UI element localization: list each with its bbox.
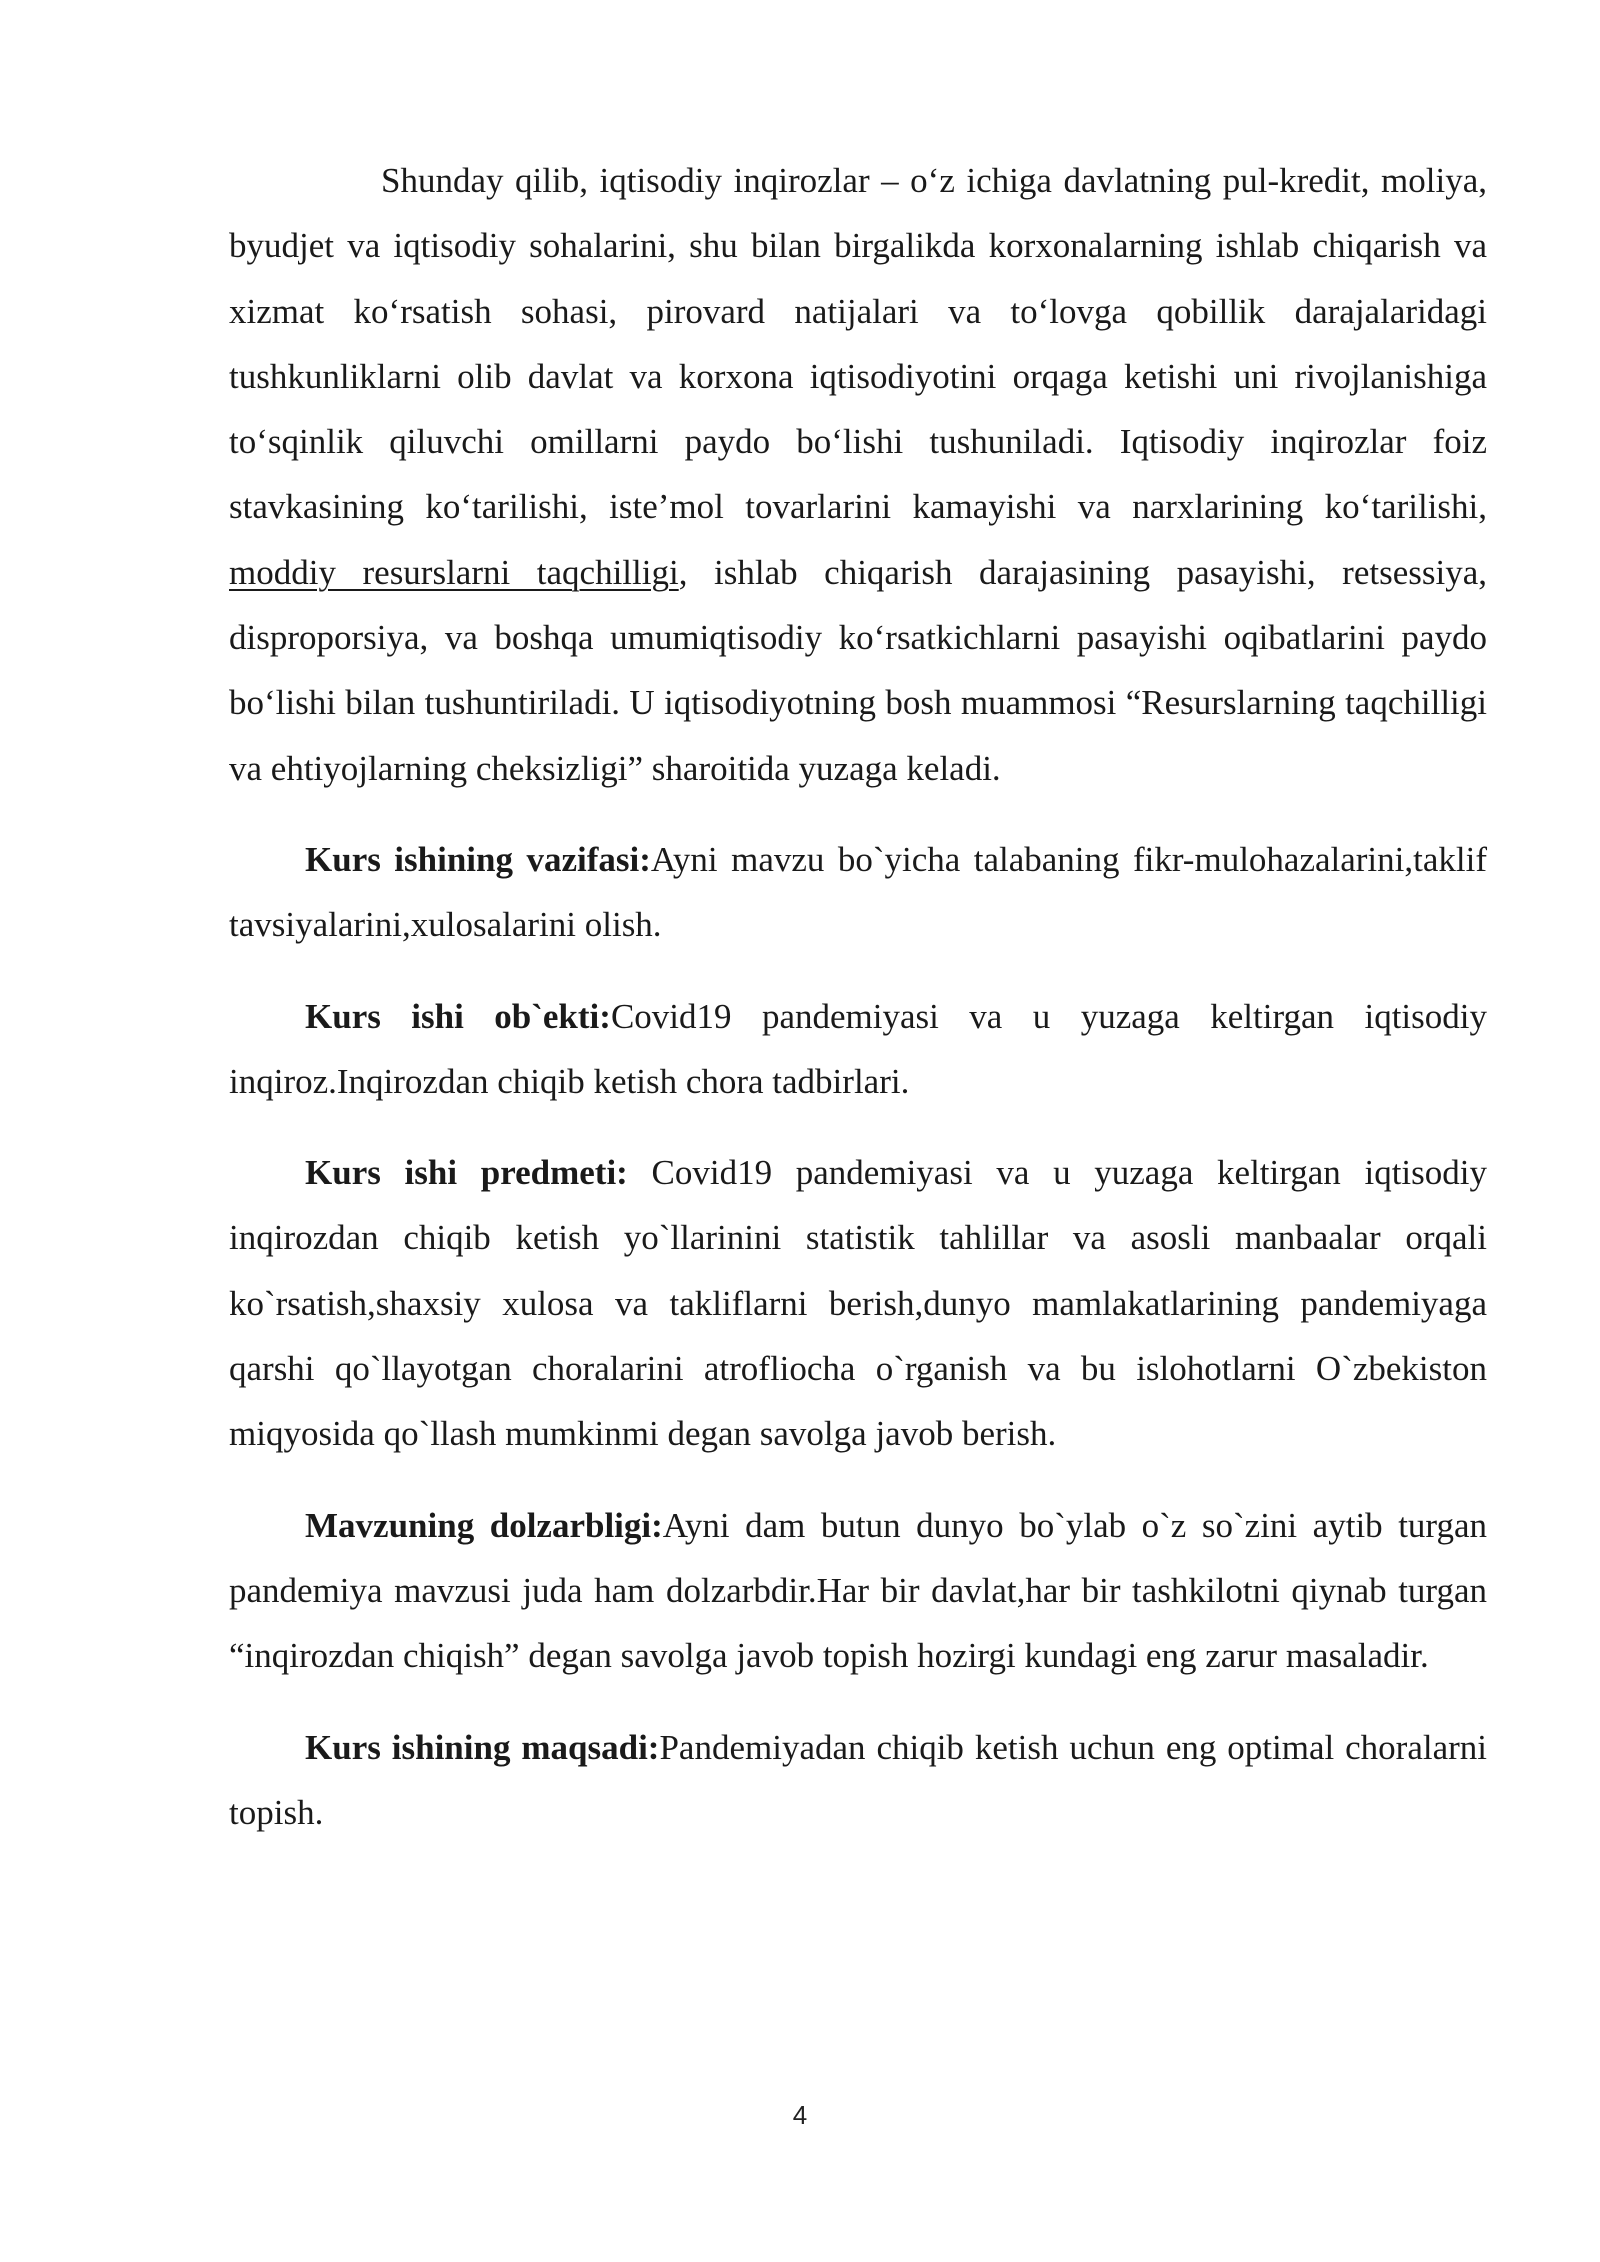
section-text: Ayni mavzu bo`yicha talabaning fikr-mulohazalarini,taklif tavsiyalarini,xulosalarini olish. xyxy=(229,839,1487,945)
section-label: Mavzuning dolzarbligi: xyxy=(305,1505,663,1545)
intro-text-end: , ishlab chiqarish darajasining pasayishi, retsessiya, disproporsiya, va boshqa umumiqtisodiy ko‘rsatkichlarni pasayishi oqibatlarini paydo bo‘lishi bilan tushuntiriladi. U iqtisodiyotning bosh muammosi “Resurslarning taqchilligi va ehtiyojlarning cheksizligi” sharoitida yuzaga keladi. xyxy=(229,552,1487,788)
section-vazifasi xyxy=(229,827,1487,958)
section-label: Kurs ishining vazifasi: xyxy=(305,839,651,879)
underlined-phrase: moddiy resurslarni taqchilligi xyxy=(229,552,679,592)
section-text: Ayni dam butun dunyo bo`ylab o`z so`zini aytib turgan pandemiya mavzusi juda ham dolzarbdir.Har bir davlat,har bir tashkilotni qiynab turgan “inqirozdan chiqish” degan savolga javob topish hozirgi kundagi eng zarur masaladir. xyxy=(229,1505,1487,1676)
section-dolzarbligi xyxy=(229,1493,1487,1689)
section-predmeti xyxy=(229,1140,1487,1466)
section-text: Covid19 pandemiyasi va u yuzaga keltirgan iqtisodiy inqiroz.Inqirozdan chiqib ketish chora tadbirlari. xyxy=(229,996,1487,1101)
section-label: Kurs ishi ob`ekti: xyxy=(305,996,611,1036)
page-number: 4 xyxy=(792,2100,808,2130)
section-maqsadi xyxy=(229,1715,1487,1846)
section-text: Covid19 pandemiyasi va u yuzaga keltirgan iqtisodiy inqirozdan chiqib ketish yo`llarinini statistik tahlillar va asosli manbaalar orqali ko`rsatish,shaxsiy xulosa va takliflarni berish,dunyo mamlakatlarining pandemiyaga qarshi qo`llayotgan choralarini atrofliocha o`rganish va bu islohotlarni O`zbekiston miqyosida qo`llash mumkinmi degan savolga javob berish. xyxy=(229,1153,1487,1454)
intro-paragraph xyxy=(229,148,1487,801)
section-label: Kurs ishining maqsadi: xyxy=(305,1727,660,1767)
section-obekti xyxy=(229,984,1487,1115)
intro-text-start: Shunday qilib, iqtisodiy inqirozlar – o‘z ichiga davlatning pul-kredit, moliya, byudjet va iqtisodiy sohalarini, shu bilan birgalikda korxonalarning ishlab chiqarish va xizmat ko‘rsatish sohasi, pirovard natijalari va to‘lovga qobillik darajalaridagi tushkunliklarni olib davlat va korxona iqtisodiyotini orqaga ketishi uni rivojlanishiga to‘sqinlik qiluvchi omillarni paydo bo‘lishi tushuniladi. Iqtisodiy inqirozlar foiz stavkasining ko‘tarilishi, iste’mol tovarlarini kamayishi va narxlarining ko‘tarilishi, xyxy=(229,161,1487,527)
document-page xyxy=(229,148,1487,1845)
section-label: Kurs ishi predmeti: xyxy=(305,1153,628,1193)
section-text: Pandemiyadan chiqib ketish uchun eng optimal choralarni topish. xyxy=(229,1727,1487,1832)
